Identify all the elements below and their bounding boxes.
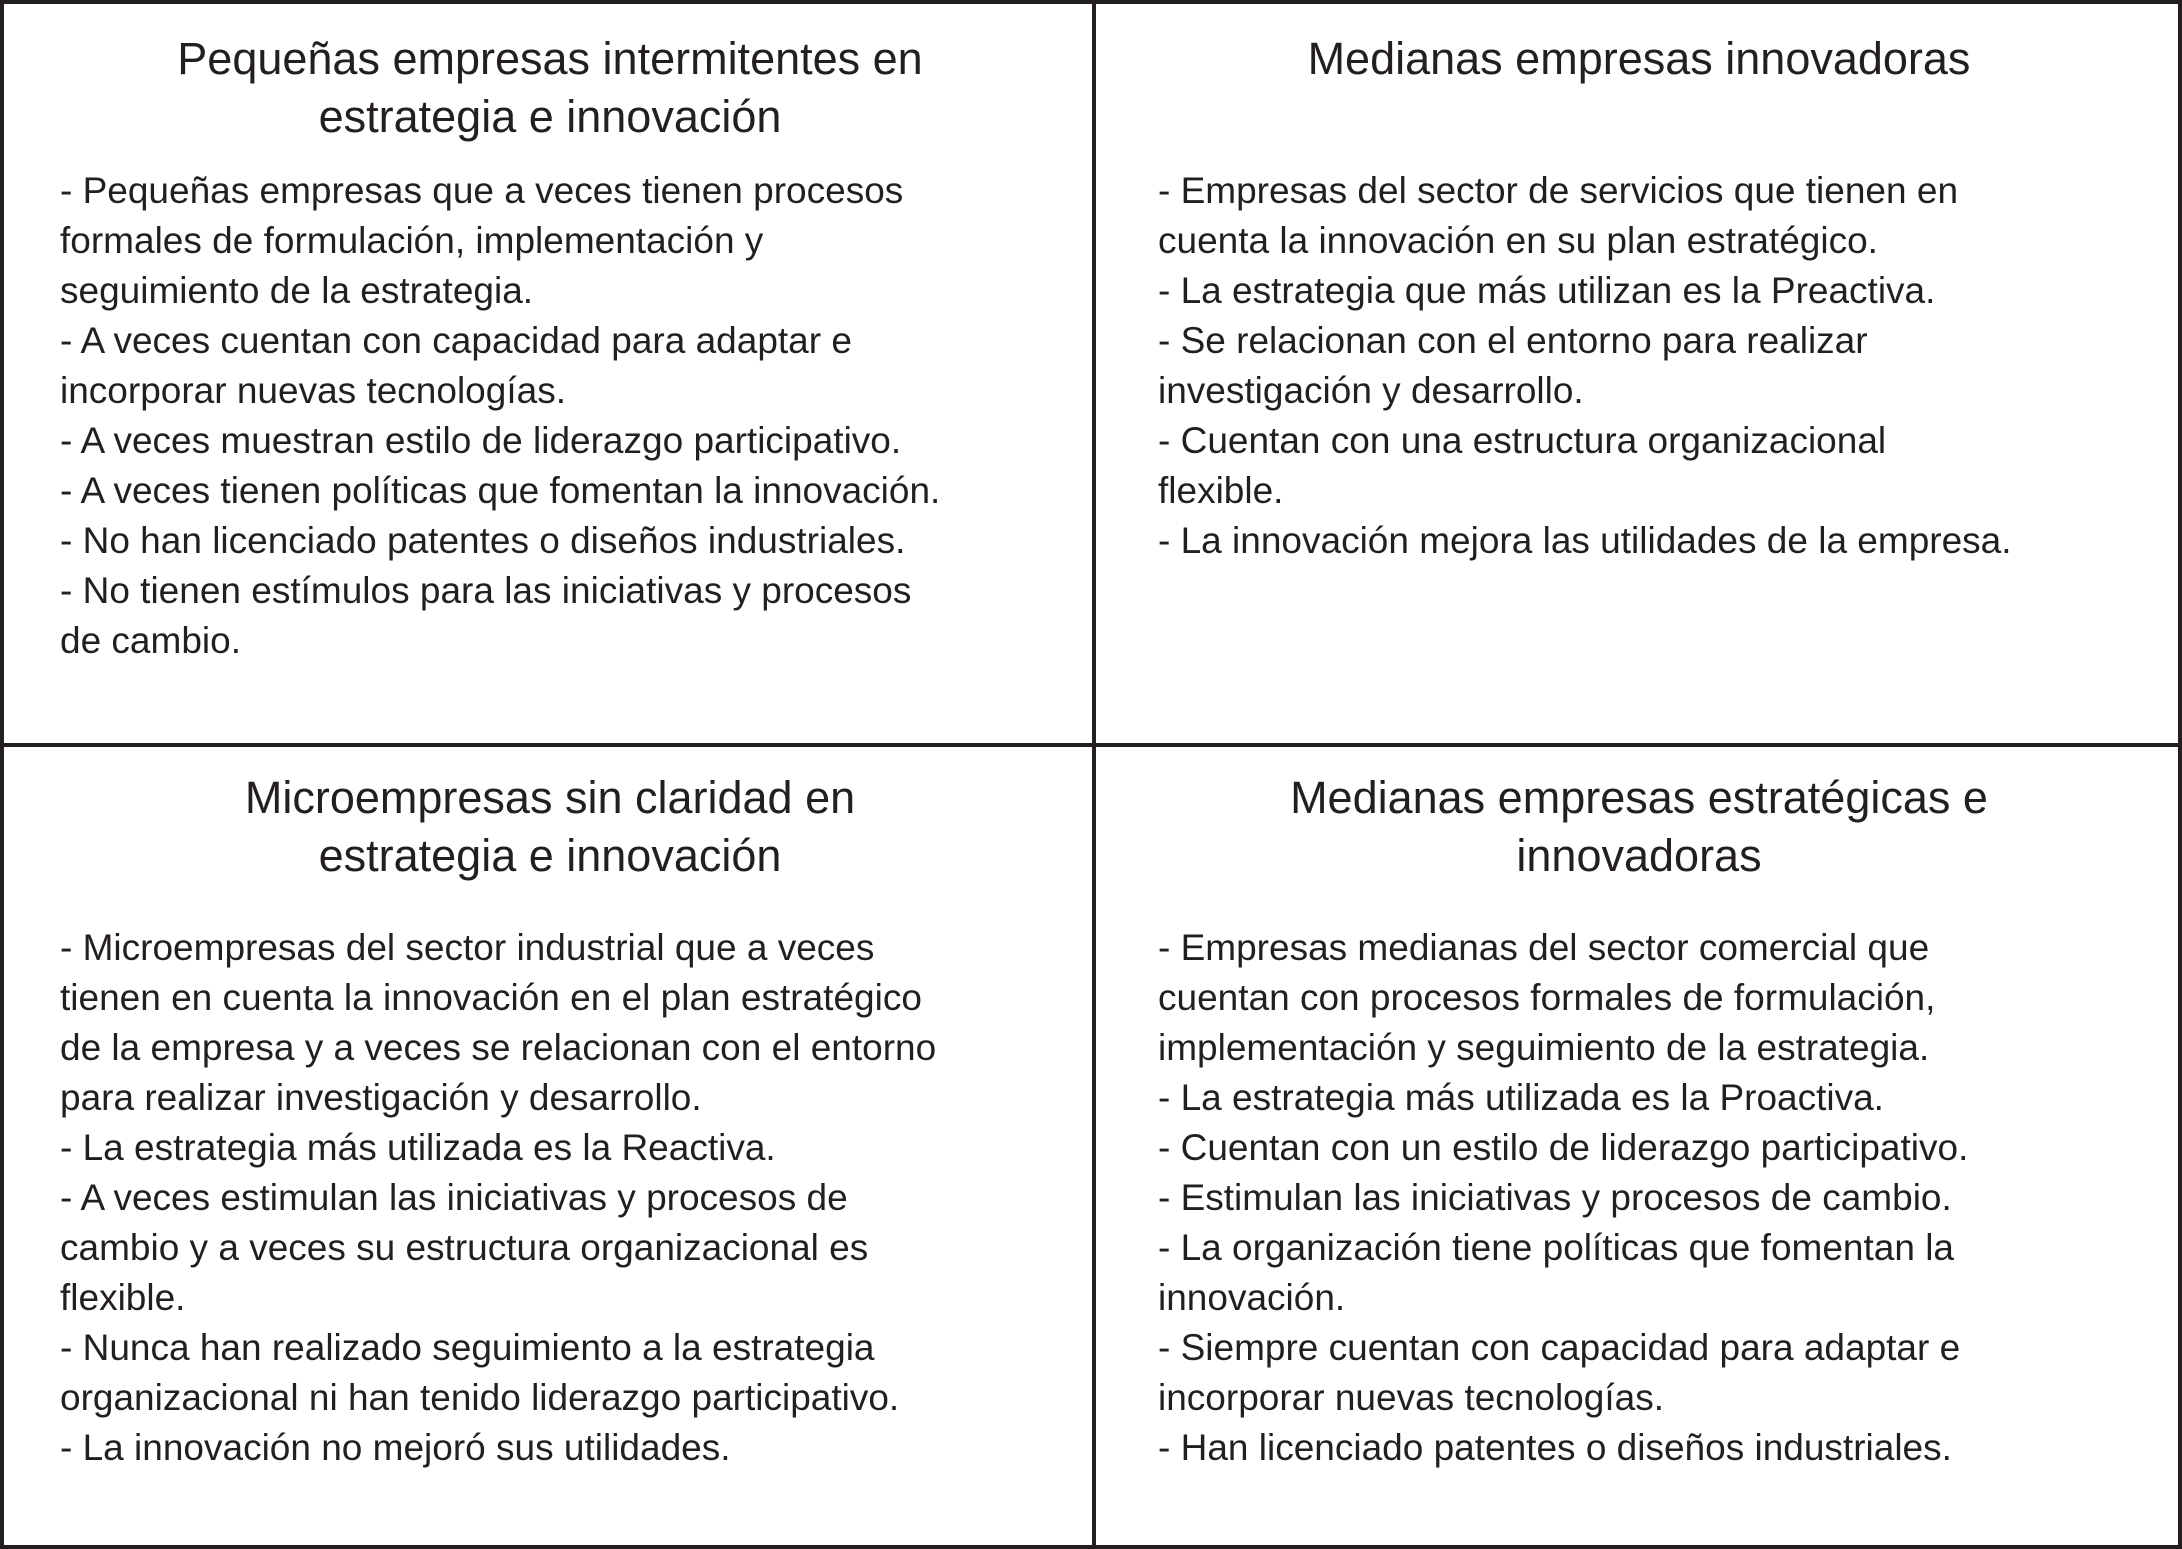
description-line: incorporar nuevas tecnologías. bbox=[1158, 1377, 1664, 1418]
description-line: - Han licenciado patentes o diseños industriales. bbox=[1158, 1427, 1952, 1468]
description-line: - La innovación mejora las utilidades de la empresa. bbox=[1158, 520, 2012, 561]
description-line: - A veces tienen políticas que fomentan la innovación. bbox=[60, 470, 941, 511]
description-line: cuenta la innovación en su plan estratégico. bbox=[1158, 220, 1878, 261]
description-line: incorporar nuevas tecnologías. bbox=[60, 370, 566, 411]
description-line: investigación y desarrollo. bbox=[1158, 370, 1584, 411]
title-line: Medianas empresas estratégicas e bbox=[1290, 772, 1988, 823]
quadrant-title bbox=[1096, 769, 2182, 885]
description-line: - A veces muestran estilo de liderazgo participativo. bbox=[60, 420, 902, 461]
description-line: - A veces estimulan las iniciativas y procesos de bbox=[60, 1177, 848, 1218]
description-line: - Se relacionan con el entorno para realizar bbox=[1158, 320, 1868, 361]
quadrant-description bbox=[60, 923, 936, 1473]
description-line: - Microempresas del sector industrial que a veces bbox=[60, 927, 875, 968]
quadrant-bottom-left bbox=[8, 747, 1092, 1549]
description-line: - Siempre cuentan con capacidad para adaptar e bbox=[1158, 1327, 1961, 1368]
title-line: innovadoras bbox=[1516, 830, 1762, 881]
description-line: flexible. bbox=[60, 1277, 186, 1318]
description-line: - La organización tiene políticas que fomentan la bbox=[1158, 1227, 1955, 1268]
description-line: implementación y seguimiento de la estrategia. bbox=[1158, 1027, 1930, 1068]
quadrant-title bbox=[8, 30, 1092, 146]
description-line: de cambio. bbox=[60, 620, 241, 661]
description-line: cambio y a veces su estructura organizacional es bbox=[60, 1227, 869, 1268]
description-line: formales de formulación, implementación y bbox=[60, 220, 764, 261]
description-line: - Empresas del sector de servicios que tienen en bbox=[1158, 170, 1959, 211]
description-line: flexible. bbox=[1158, 470, 1284, 511]
description-line: - Pequeñas empresas que a veces tienen procesos bbox=[60, 170, 904, 211]
description-line: - La estrategia más utilizada es la Reactiva. bbox=[60, 1127, 776, 1168]
description-line: organizacional ni han tenido liderazgo participativo. bbox=[60, 1377, 900, 1418]
title-line: Medianas empresas innovadoras bbox=[1307, 33, 1971, 84]
quadrant-title bbox=[1096, 30, 2182, 88]
quadrant-description bbox=[60, 166, 940, 666]
description-line: - La estrategia que más utilizan es la Preactiva. bbox=[1158, 270, 1936, 311]
title-line: Microempresas sin claridad en bbox=[244, 772, 856, 823]
title-line: Pequeñas empresas intermitentes en bbox=[177, 33, 923, 84]
description-line: cuentan con procesos formales de formulación, bbox=[1158, 977, 1936, 1018]
description-line: - La innovación no mejoró sus utilidades. bbox=[60, 1427, 731, 1468]
quadrant-top-left bbox=[8, 8, 1092, 743]
title-line: estrategia e innovación bbox=[318, 91, 782, 142]
description-line: - A veces cuentan con capacidad para adaptar e bbox=[60, 320, 852, 361]
description-line: innovación. bbox=[1158, 1277, 1346, 1318]
quadrant-description bbox=[1158, 923, 1968, 1473]
description-line: de la empresa y a veces se relacionan con el entorno bbox=[60, 1027, 937, 1068]
quadrant-bottom-right bbox=[1096, 747, 2182, 1549]
description-line: para realizar investigación y desarrollo. bbox=[60, 1077, 702, 1118]
description-line: seguimiento de la estrategia. bbox=[60, 270, 534, 311]
description-line: tienen en cuenta la innovación en el plan estratégico bbox=[60, 977, 922, 1018]
title-line: estrategia e innovación bbox=[318, 830, 782, 881]
quadrant-top-right bbox=[1096, 8, 2182, 743]
description-line: - Nunca han realizado seguimiento a la estrategia bbox=[60, 1327, 875, 1368]
description-line: - No han licenciado patentes o diseños industriales. bbox=[60, 520, 906, 561]
description-line: - Empresas medianas del sector comercial que bbox=[1158, 927, 1930, 968]
description-line: - Cuentan con una estructura organizacional bbox=[1158, 420, 1887, 461]
description-line: - Estimulan las iniciativas y procesos de cambio. bbox=[1158, 1177, 1952, 1218]
quadrant-description bbox=[1158, 166, 2012, 566]
description-line: - Cuentan con un estilo de liderazgo participativo. bbox=[1158, 1127, 1969, 1168]
description-line: - La estrategia más utilizada es la Proactiva. bbox=[1158, 1077, 1884, 1118]
description-line: - No tienen estímulos para las iniciativas y procesos bbox=[60, 570, 912, 611]
quadrant-title bbox=[8, 769, 1092, 885]
